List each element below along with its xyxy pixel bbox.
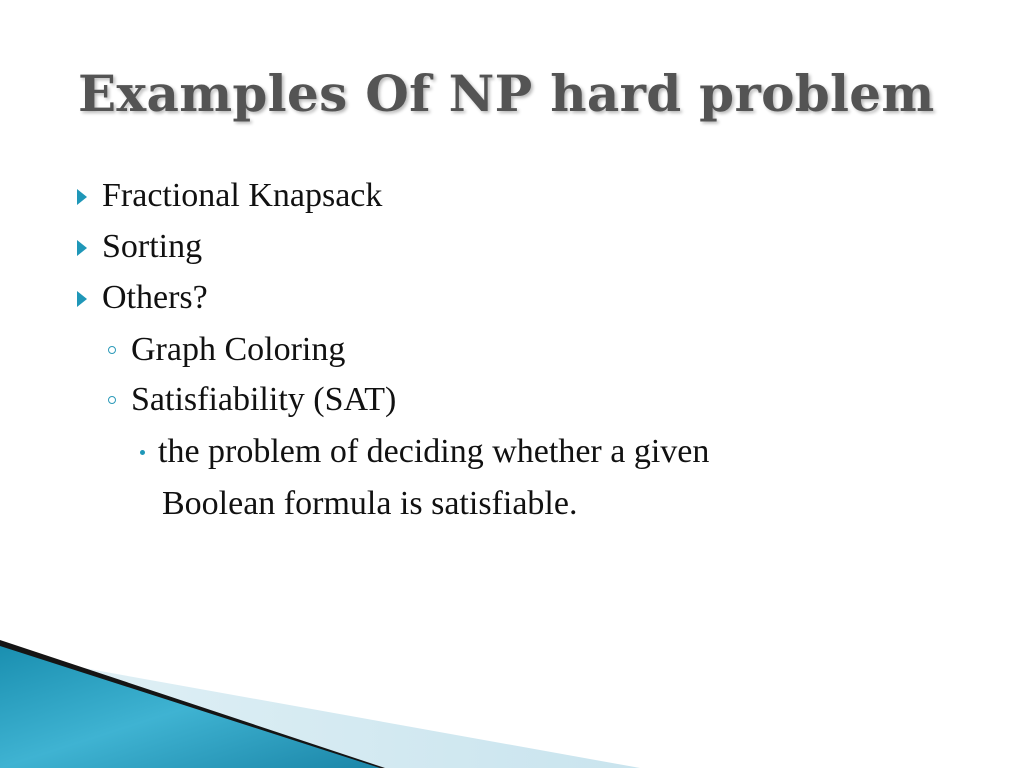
corner-decoration (0, 638, 640, 768)
open-circle-icon (108, 396, 116, 404)
bullet-item: Fractional Knapsack (102, 177, 383, 214)
triangle-right-icon (77, 189, 87, 205)
slide-title: Examples Of NP hard problem (78, 64, 935, 123)
bullet-item: Others? (102, 279, 208, 316)
triangle-right-icon (77, 240, 87, 256)
sub-sub-bullet-line1: the problem of deciding whether a given (158, 433, 710, 470)
bullet-item: Sorting (102, 228, 203, 265)
dot-icon (140, 450, 145, 455)
sub-bullet-item: Satisfiability (SAT) (131, 381, 397, 418)
sub-sub-bullet-line2: Boolean formula is satisfiable. (162, 485, 578, 522)
triangle-right-icon (77, 291, 87, 307)
open-circle-icon (108, 346, 116, 354)
sub-bullet-item: Graph Coloring (131, 331, 346, 368)
